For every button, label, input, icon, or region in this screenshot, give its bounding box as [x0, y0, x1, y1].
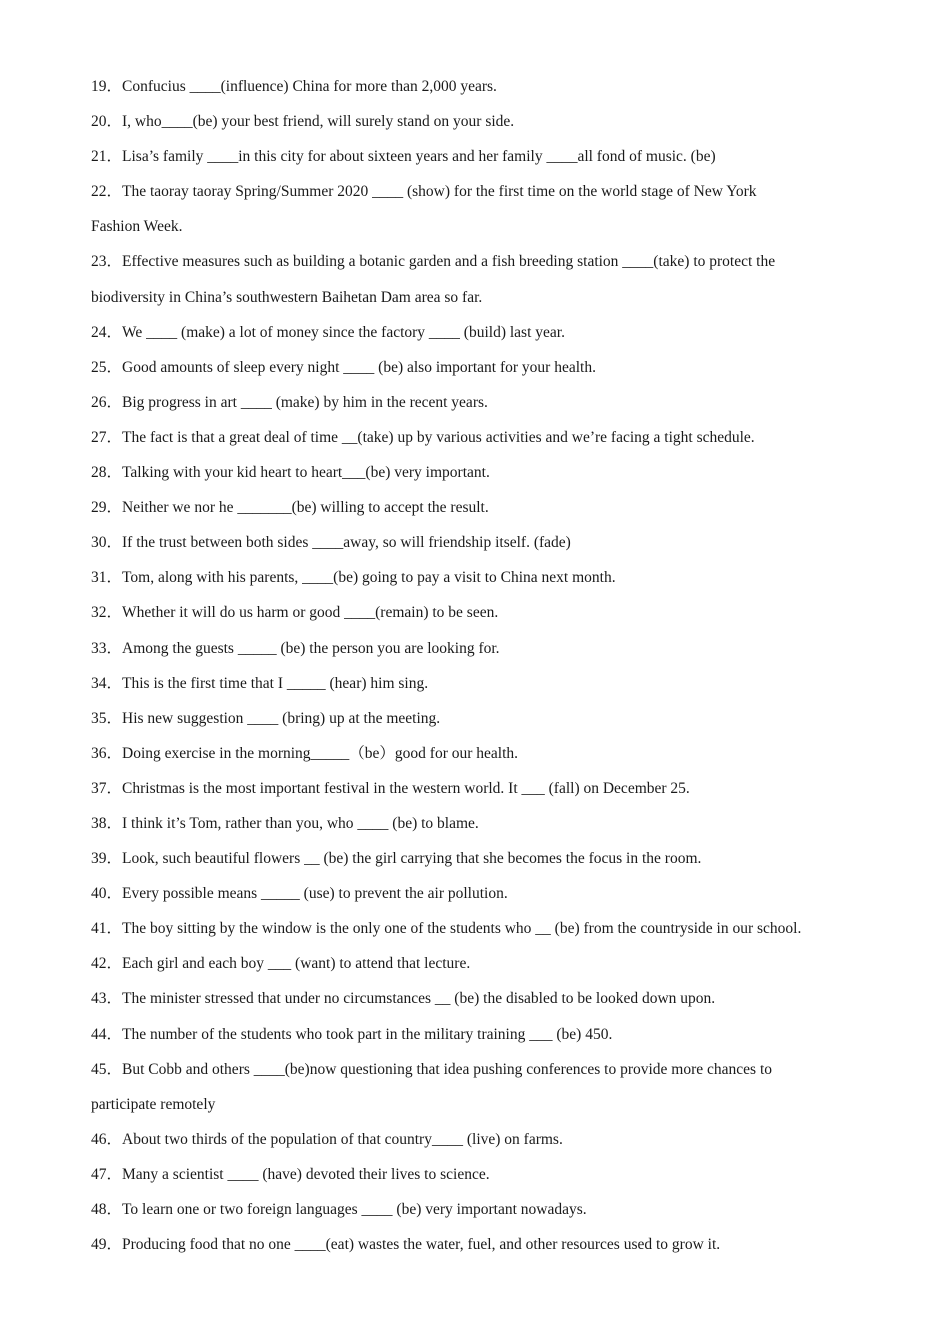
exercise-number: 37．	[91, 779, 123, 797]
exercise-line	[91, 812, 871, 847]
exercise-text: Whether it will do us harm or good ____(remain) to be seen.	[122, 604, 499, 622]
exercise-line	[91, 1128, 871, 1163]
exercise-line	[91, 987, 871, 1022]
exercise-number: 20．	[91, 113, 123, 131]
exercise-line	[91, 496, 871, 531]
exercise-text: But Cobb and others ____(be)now questioning that idea pushing conferences to provide more chances to	[122, 1060, 772, 1078]
exercise-number: 45．	[91, 1060, 123, 1078]
exercise-number: 38．	[91, 814, 123, 832]
exercise-text: Producing food that no one ____(eat) wastes the water, fuel, and other resources used to grow it.	[122, 1236, 721, 1254]
exercise-line	[91, 1023, 871, 1058]
exercise-text: The taoray taoray Spring/Summer 2020 ____ (show) for the first time on the world stage of New York	[122, 183, 757, 201]
exercise-text: We ____ (make) a lot of money since the factory ____ (build) last year.	[122, 323, 565, 341]
exercise-number: 35．	[91, 709, 123, 727]
exercise-number: 42．	[91, 955, 123, 973]
exercise-line	[91, 391, 871, 426]
exercise-number: 21．	[91, 148, 123, 166]
exercise-text: The fact is that a great deal of time __(take) up by various activities and we’re facing a tight schedule.	[122, 428, 755, 446]
exercise-number: 34．	[91, 674, 123, 692]
exercise-line	[91, 1233, 871, 1268]
exercise-number: 29．	[91, 499, 123, 517]
exercise-line	[91, 882, 871, 917]
exercise-number: 33．	[91, 639, 123, 657]
exercise-line	[91, 672, 871, 707]
exercise-number: 43．	[91, 990, 123, 1008]
exercise-text: I, who____(be) your best friend, will surely stand on your side.	[122, 113, 515, 131]
exercise-line	[91, 637, 871, 672]
exercise-text: Among the guests _____ (be) the person you are looking for.	[122, 639, 500, 657]
exercise-number: 46．	[91, 1130, 123, 1148]
exercise-text: I think it’s Tom, rather than you, who ____ (be) to blame.	[122, 814, 479, 832]
exercise-number: 31．	[91, 569, 123, 587]
exercise-text: This is the first time that I _____ (hear) him sing.	[122, 674, 429, 692]
exercise-list	[91, 75, 871, 1268]
exercise-text: Tom, along with his parents, ____(be) going to pay a visit to China next month.	[122, 569, 616, 587]
exercise-line	[91, 145, 871, 180]
exercise-line	[91, 110, 871, 145]
exercise-text: Talking with your kid heart to heart___(be) very important.	[122, 464, 490, 482]
exercise-number: 49．	[91, 1236, 123, 1254]
exercise-text: If the trust between both sides ____away, so will friendship itself. (fade)	[122, 534, 571, 552]
exercise-line	[91, 777, 871, 812]
exercise-text: The minister stressed that under no circumstances __ (be) the disabled to be looked down upon.	[122, 990, 716, 1008]
exercise-number: 40．	[91, 885, 123, 903]
exercise-number: 19．	[91, 78, 123, 95]
exercise-line	[91, 1163, 871, 1198]
exercise-text: Confucius ____(influence) China for more than 2,000 years.	[122, 78, 497, 95]
exercise-number: 23．	[91, 253, 123, 271]
exercise-number: 28．	[91, 464, 123, 482]
exercise-text: Each girl and each boy ___ (want) to attend that lecture.	[122, 955, 471, 973]
exercise-text: Lisa’s family ____in this city for about sixteen years and her family ____all fond of music. (be)	[122, 148, 716, 166]
exercise-line	[91, 566, 871, 601]
exercise-number: 44．	[91, 1025, 123, 1043]
exercise-line	[91, 461, 871, 496]
exercise-text: Doing exercise in the morning_____（be）good for our health.	[122, 744, 519, 762]
exercise-line-continuation	[91, 286, 871, 321]
exercise-number: 48．	[91, 1201, 123, 1218]
exercise-text: Many a scientist ____ (have) devoted their lives to science.	[122, 1165, 490, 1183]
exercise-text: Good amounts of sleep every night ____ (be) also important for your health.	[122, 358, 596, 376]
exercise-line	[91, 847, 871, 882]
exercise-line	[91, 75, 871, 110]
exercise-number: 25．	[91, 358, 123, 376]
exercise-number: 26．	[91, 393, 123, 411]
exercise-line-continuation	[91, 215, 871, 250]
exercise-text: Effective measures such as building a botanic garden and a fish breeding station ____(take) to protect the	[122, 253, 776, 271]
exercise-line	[91, 917, 871, 952]
exercise-line	[91, 707, 871, 742]
exercise-line	[91, 321, 871, 356]
exercise-number: 27．	[91, 428, 123, 446]
exercise-line	[91, 952, 871, 987]
exercise-line	[91, 250, 871, 285]
exercise-text: Look, such beautiful flowers __ (be) the girl carrying that she becomes the focus in the room.	[122, 850, 702, 868]
exercise-text: participate remotely	[91, 1095, 216, 1113]
exercise-text: To learn one or two foreign languages ____ (be) very important nowadays.	[122, 1201, 587, 1218]
exercise-line	[91, 1198, 871, 1233]
exercise-line	[91, 601, 871, 636]
exercise-text: biodiversity in China’s southwestern Baihetan Dam area so far.	[91, 288, 483, 306]
exercise-line	[91, 356, 871, 391]
exercise-number: 22．	[91, 183, 123, 201]
exercise-number: 47．	[91, 1165, 123, 1183]
exercise-number: 39．	[91, 850, 123, 868]
exercise-number: 41．	[91, 920, 123, 938]
exercise-number: 32．	[91, 604, 123, 622]
exercise-text: Neither we nor he _______(be) willing to accept the result.	[122, 499, 489, 517]
exercise-text: Fashion Week.	[91, 218, 183, 236]
exercise-text: Every possible means _____ (use) to prevent the air pollution.	[122, 885, 508, 903]
exercise-line-continuation	[91, 1093, 871, 1128]
exercise-text: Christmas is the most important festival in the western world. It ___ (fall) on December 25.	[122, 779, 690, 797]
exercise-line	[91, 180, 871, 215]
exercise-text: The number of the students who took part in the military training ___ (be) 450.	[122, 1025, 613, 1043]
exercise-number: 24．	[91, 323, 123, 341]
exercise-line	[91, 426, 871, 461]
exercise-number: 36．	[91, 744, 123, 762]
exercise-text: About two thirds of the population of that country____ (live) on farms.	[122, 1130, 563, 1148]
exercise-text: The boy sitting by the window is the only one of the students who __ (be) from the countryside in our school.	[122, 920, 802, 938]
exercise-text: His new suggestion ____ (bring) up at the meeting.	[122, 709, 441, 727]
exercise-line	[91, 531, 871, 566]
exercise-text: Big progress in art ____ (make) by him in the recent years.	[122, 393, 488, 411]
exercise-line	[91, 742, 871, 777]
exercise-line	[91, 1058, 871, 1093]
exercise-number: 30．	[91, 534, 123, 552]
